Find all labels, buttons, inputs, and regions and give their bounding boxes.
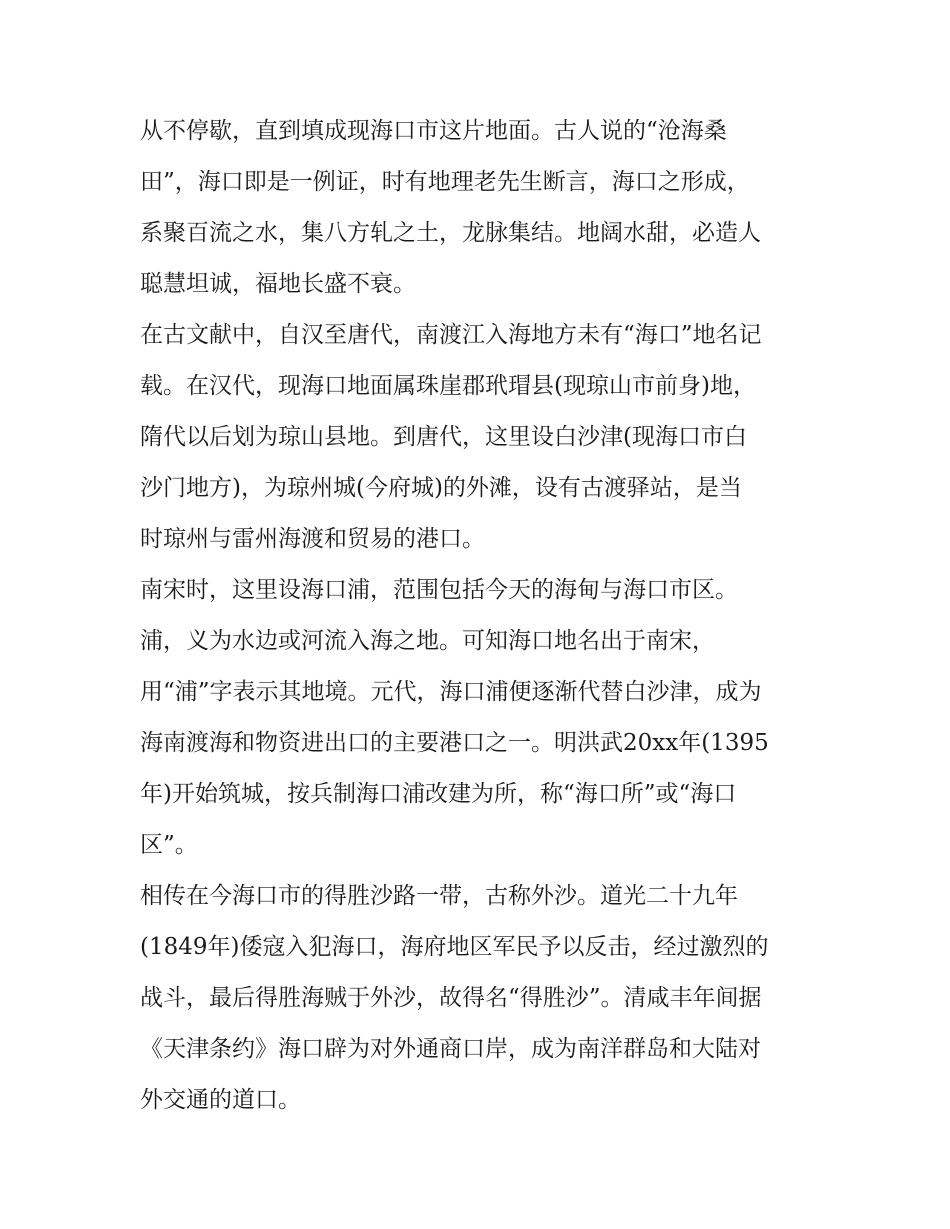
- text-line: 载。在汉代，现海口地面属珠崖郡玳瑁县(现琼山市前身)地，: [140, 373, 756, 399]
- text-line: 相传在今海口市的得胜沙路一带，古称外沙。道光二十九年: [140, 883, 738, 909]
- text-line: 浦，义为水边或河流入海之地。可知海口地名出于南宋，: [140, 628, 715, 654]
- text-line: 区”。: [140, 832, 198, 858]
- text-line: 《天津条约》海口辟为对外通商口岸，成为南洋群岛和大陆对: [140, 1036, 761, 1062]
- text-line: 时琼州与雷州海渡和贸易的港口。: [140, 526, 485, 552]
- text-line: 在古文献中，自汉至唐代，南渡江入海地方未有“海口”地名记: [140, 322, 762, 348]
- text-line: 年)开始筑城，按兵制海口浦改建为所，称“海口所”或“海口: [140, 781, 737, 807]
- text-line: 战斗，最后得胜海贼于外沙，故得名“得胜沙”。清咸丰年间据: [140, 985, 762, 1011]
- text-line: 外交通的道口。: [140, 1087, 301, 1113]
- text-line: 南宋时，这里设海口浦，范围包括今天的海甸与海口市区。: [140, 577, 738, 603]
- text-line: (1849年)倭寇入犯海口，海府地区军民予以反击，经过激烈的: [140, 934, 769, 960]
- text-line: 海南渡海和物资进出口的主要港口之一。明洪武20xx年(1395: [140, 730, 769, 756]
- text-line: 隋代以后划为琼山县地。到唐代，这里设白沙津(现海口市白: [140, 424, 747, 450]
- text-line: 沙门地方)，为琼州城(今府城)的外滩，设有古渡驿站，是当: [140, 475, 742, 501]
- text-line: 田”，海口即是一例证，时有地理老先生断言，海口之形成，: [140, 169, 750, 195]
- text-line: 用“浦”字表示其地境。元代，海口浦便逐渐代替白沙津，成为: [140, 679, 762, 705]
- text-line: 聪慧坦诚，福地长盛不衰。: [140, 271, 416, 297]
- text-line: 系聚百流之水，集八方轧之土，龙脉集结。地阔水甜，必造人: [140, 220, 761, 246]
- document-body: [140, 106, 815, 1126]
- text-line: 从不停歇，直到填成现海口市这片地面。古人说的“沧海桑: [140, 118, 727, 144]
